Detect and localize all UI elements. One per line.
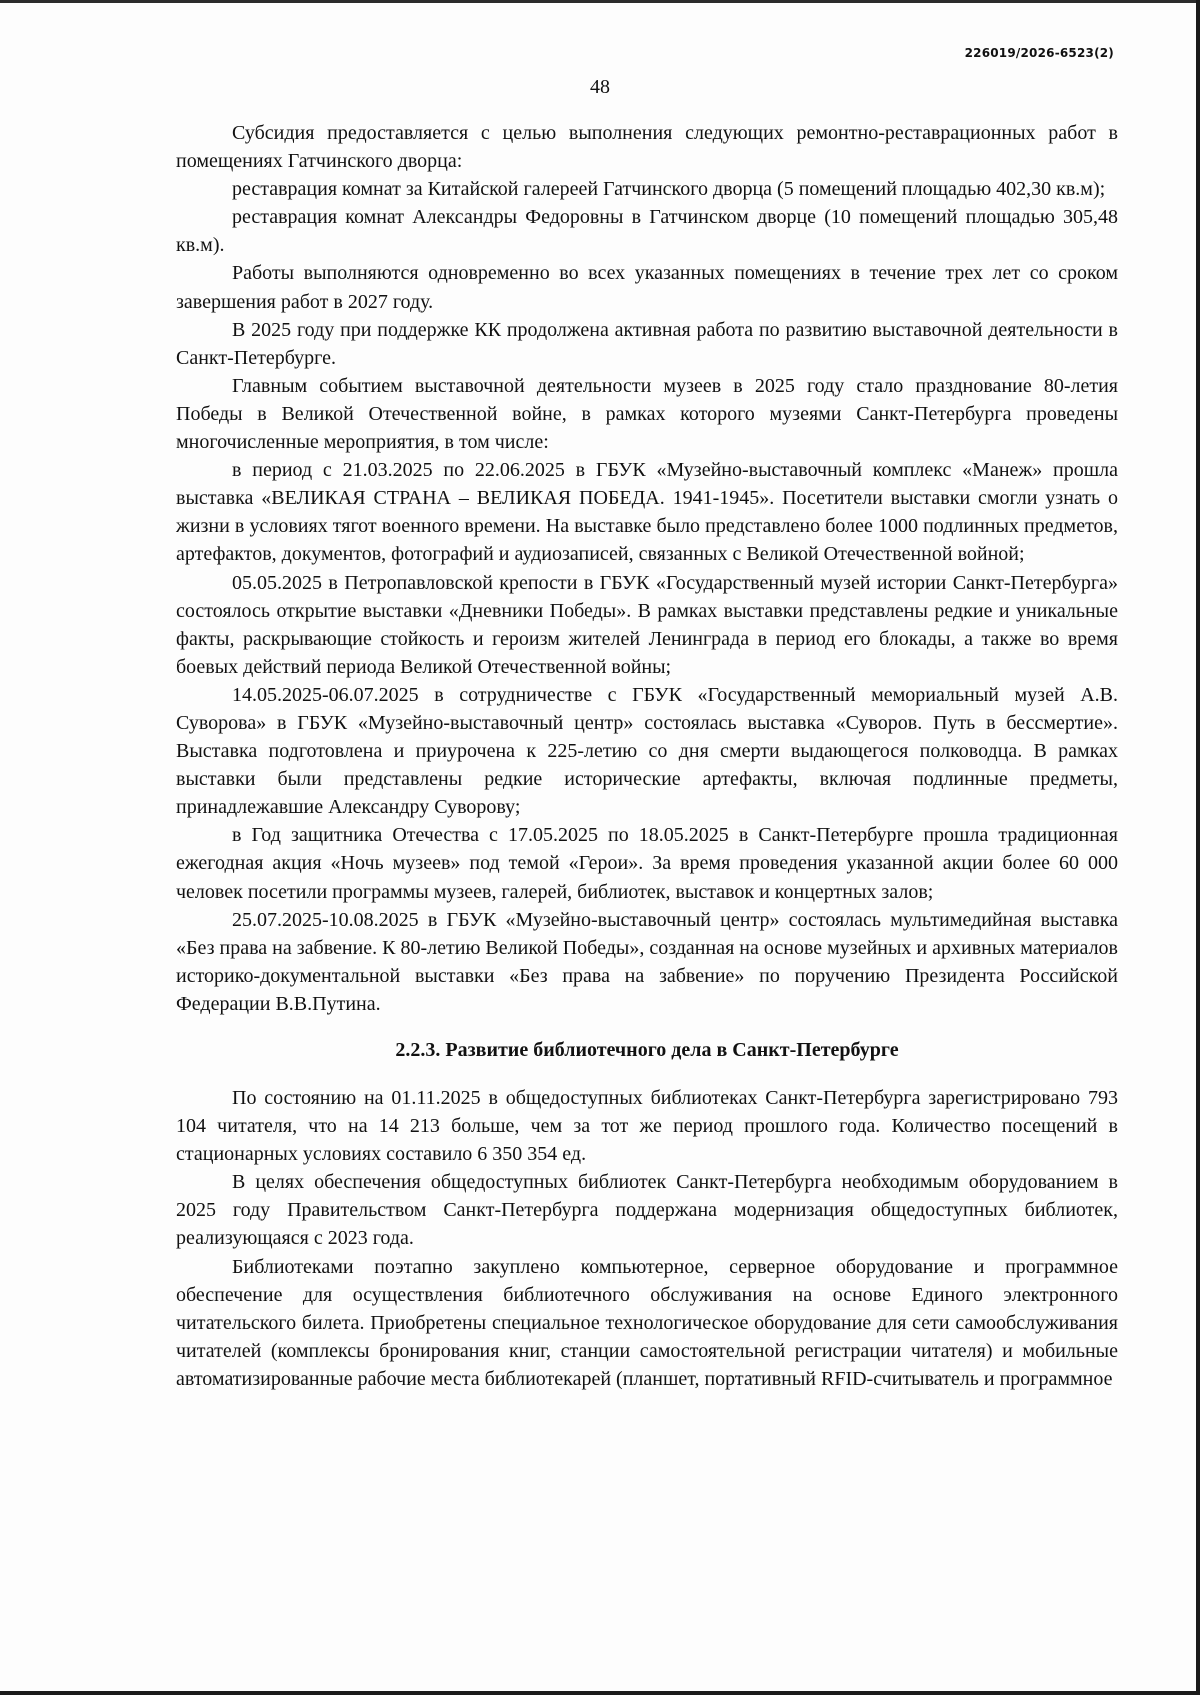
paragraph: В 2025 году при поддержке КК продолжена активная работа по развитию выставочной деятельности в Санкт-Петербурге. <box>176 318 1118 369</box>
document-reference-number: 226019/2026-6523(2) <box>964 46 1114 60</box>
paragraph: 14.05.2025-06.07.2025 в сотрудничестве с ГБУК «Государственный мемориальный музей А.В. Суворова» в ГБУК «Музейно-выставочный центр» состоялась выставка «Суворов. Путь в бессмертие». Выставка подготовлена и приурочена к 225-летию со дня смерти выдающегося полководца. В рамках выставки были представлены редкие исторические артефакты, включая подлинные предметы, принадлежавшие Александру Суворову; <box>176 683 1118 819</box>
scan-edge-top <box>0 0 1200 3</box>
paragraph: По состоянию на 01.11.2025 в общедоступных библиотеках Санкт-Петербурга зарегистрировано 793 104 читателя, что на 14 213 больше, чем за тот же период прошлого года. Количество посещений в стационарных условиях составило 6 350 354 ед. <box>176 1087 1118 1166</box>
paragraph: в период с 21.03.2025 по 22.06.2025 в ГБУК «Музейно-выставочный комплекс «Манеж» прошла выставка «ВЕЛИКАЯ СТРАНА – ВЕЛИКАЯ ПОБЕДА. 1941-1945». Посетители выставки смогли узнать о жизни в условиях тягот военного времени. На выставке было представлено более 1000 подлинных предметов, артефактов, документов, фотографий и аудиозаписей, связанных с Великой Отечественной войной; <box>176 459 1118 566</box>
document-body <box>176 119 1118 1393</box>
paragraph: В целях обеспечения общедоступных библиотек Санкт-Петербурга необходимым оборудованием в 2025 году Правительством Санкт-Петербурга поддержана модернизация общедоступных библиотек, реализующаяся с 2023 года. <box>176 1171 1118 1250</box>
paragraph: Библиотеками поэтапно закуплено компьютерное, серверное оборудование и программное обеспечение для осуществления библиотечного обслуживания на основе Единого электронного читательского билета. Приобретены специальное технологическое оборудование для сети самообслуживания читателей (комплексы бронирования книг, станции самостоятельной регистрации читателя) и мобильные автоматизированные рабочие места библиотекарей (планшет, портативный RFID-считыватель и программное <box>176 1255 1118 1390</box>
scan-edge-right <box>1196 0 1200 1695</box>
paragraph: реставрация комнат за Китайской галереей Гатчинского дворца (5 помещений площадью 402,30 кв.м); <box>232 178 1106 201</box>
paragraph: 05.05.2025 в Петропавловской крепости в ГБУК «Государственный музей истории Санкт-Петербурга» состоялось открытие выставки «Дневники Победы». В рамках выставки представлены редкие и уникальные факты, раскрывающие стойкость и героизм жителей Ленинграда в период его блокады, а также во время боевых действий периода Великой Отечественной войны; <box>176 571 1118 678</box>
paragraph: Работы выполняются одновременно во всех указанных помещениях в течение трех лет со сроком завершения работ в 2027 году. <box>176 262 1118 313</box>
paragraph: в Год защитника Отечества с 17.05.2025 по 18.05.2025 в Санкт-Петербурге прошла традиционная ежегодная акция «Ночь музеев» под темой «Герои». За время проведения указанной акции более 60 000 человек посетили программы музеев, галерей, библиотек, выставок и концертных залов; <box>176 824 1118 903</box>
page-number: 48 <box>590 76 610 98</box>
scan-edge-bottom <box>0 1691 1200 1695</box>
paragraph: реставрация комнат Александры Федоровны в Гатчинском дворце (10 помещений площадью 305,48 кв.м). <box>176 206 1118 257</box>
paragraph: Главным событием выставочной деятельности музеев в 2025 году стало празднование 80-летия Победы в Великой Отечественной войне, в рамках которого музеями Санкт-Петербурга проведены многочисленные мероприятия, в том числе: <box>176 374 1118 454</box>
section-heading: 2.2.3. Развитие библиотечного дела в Санкт-Петербурге <box>395 1039 899 1061</box>
paragraph: 25.07.2025-10.08.2025 в ГБУК «Музейно-выставочный центр» состоялась мультимедийная выставка «Без права на забвение. К 80-летию Великой Победы», созданная на основе музейных и архивных материалов историко-документальной выставки «Без права на забвение» по поручению Президента Российской Федерации В.В.Путина. <box>176 908 1118 1015</box>
paragraph: Субсидия предоставляется с целью выполнения следующих ремонтно-реставрационных работ в помещениях Гатчинского дворца: <box>176 122 1118 173</box>
